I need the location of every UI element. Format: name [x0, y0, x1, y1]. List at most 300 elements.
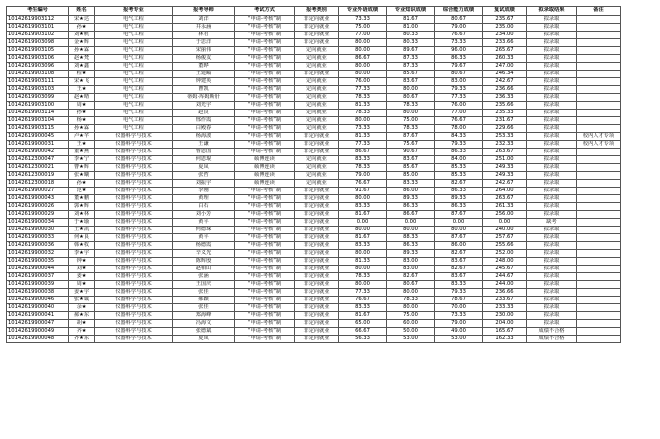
cell-remark [577, 164, 621, 172]
cell-result: 拟录取 [527, 257, 577, 265]
cell-retest-score: 248.00 [483, 257, 527, 265]
cell-category: 非定向就业 [295, 39, 339, 47]
cell-category: 定向就业 [295, 54, 339, 62]
cell-supervisor: 蒂姆·库姆斯肝 [173, 93, 235, 101]
cell-name: 姜★宇 [69, 288, 95, 296]
cell-exam-method: “申请-考核”制 [235, 312, 295, 320]
cell-candidate-id: 10142619900031 [7, 140, 69, 148]
table-row [7, 304, 621, 312]
cell-supervisor: 宋丽伟 [173, 47, 235, 55]
cell-candidate-id: 10142612300018 [7, 179, 69, 187]
cell-category: 非定向就业 [295, 288, 339, 296]
table-row [7, 78, 621, 86]
cell-knowledge-score: 85.00 [387, 171, 435, 179]
cell-category: 定向就业 [295, 156, 339, 164]
cell-supervisor: 白殿春 [173, 125, 235, 133]
cell-name: 刘★帆 [69, 31, 95, 39]
cell-exam-method: “申请-考核”制 [235, 296, 295, 304]
cell-retest-score: 233.66 [483, 39, 527, 47]
cell-major: 仪器科学与技术 [95, 296, 173, 304]
cell-foreign-language-score: 77.33 [339, 140, 387, 148]
table-row [7, 327, 621, 335]
cell-result: 拟录取 [527, 148, 577, 156]
cell-knowledge-score: 80.67 [387, 93, 435, 101]
cell-supervisor: 辛义光 [173, 249, 235, 257]
cell-comprehensive-score: 86.00 [435, 242, 483, 250]
column-header-result: 拟录取结果 [527, 7, 577, 16]
cell-category: 非定向就业 [295, 132, 339, 140]
cell-result: 拟录取 [527, 117, 577, 125]
cell-category: 非定向就业 [295, 23, 339, 31]
cell-retest-score: 229.66 [483, 125, 527, 133]
cell-knowledge-score: 78.33 [387, 296, 435, 304]
cell-category: 非定向就业 [295, 195, 339, 203]
cell-knowledge-score: 80.00 [387, 304, 435, 312]
cell-category: 非定向就业 [295, 242, 339, 250]
cell-supervisor: 黄平 [173, 218, 235, 226]
cell-retest-score: 260.33 [483, 54, 527, 62]
cell-category: 非定向就业 [295, 304, 339, 312]
table-row [7, 218, 621, 226]
cell-foreign-language-score: 78.33 [339, 109, 387, 117]
table-row [7, 210, 621, 218]
cell-result: 拟录取 [527, 203, 577, 211]
cell-major: 仪器科学与技术 [95, 140, 173, 148]
cell-comprehensive-score: 85.33 [435, 164, 483, 172]
column-header-comprehensive-score: 综合能力成绩 [435, 7, 483, 16]
cell-foreign-language-score: 80.00 [339, 226, 387, 234]
cell-candidate-id: 10142619900037 [7, 273, 69, 281]
cell-category: 非定向就业 [295, 281, 339, 289]
cell-name: 郭★辉 [69, 203, 95, 211]
cell-foreign-language-score: 76.00 [339, 78, 387, 86]
cell-comprehensive-score: 85.33 [435, 171, 483, 179]
cell-candidate-id: 10142619903103 [7, 86, 69, 94]
cell-name: 郝★东 [69, 312, 95, 320]
cell-knowledge-score: 80.67 [387, 281, 435, 289]
cell-name: 齐★ [69, 327, 95, 335]
cell-result: 拟录取 [527, 47, 577, 55]
cell-remark [577, 312, 621, 320]
cell-exam-method: “申请-考核”制 [235, 335, 295, 343]
cell-result: 拟录取 [527, 273, 577, 281]
cell-supervisor: 黄理 [173, 195, 235, 203]
cell-retest-score: 235.00 [483, 23, 527, 31]
cell-exam-method: “申请-考核”制 [235, 93, 295, 101]
cell-exam-method: “申请-考核”制 [235, 70, 295, 78]
cell-knowledge-score: 80.33 [387, 39, 435, 47]
cell-knowledge-score: 75.67 [387, 140, 435, 148]
column-header-knowledge-score: 专业知识成绩 [387, 7, 435, 16]
cell-retest-score: 247.00 [483, 62, 527, 70]
cell-category: 非定向就业 [295, 296, 339, 304]
cell-remark: 校内人才专项 [577, 140, 621, 148]
cell-major: 电气工程 [95, 31, 173, 39]
cell-retest-score: 234.00 [483, 31, 527, 39]
cell-exam-method: “申请-考核”制 [235, 148, 295, 156]
cell-remark [577, 109, 621, 117]
cell-category: 非定向就业 [295, 70, 339, 78]
cell-remark [577, 281, 621, 289]
cell-exam-method: “申请-考核”制 [235, 242, 295, 250]
cell-result: 拟录取 [527, 164, 577, 172]
cell-foreign-language-score: 81.33 [339, 101, 387, 109]
cell-comprehensive-score: 96.00 [435, 47, 483, 55]
cell-knowledge-score: 78.33 [387, 101, 435, 109]
column-header-remark: 备注 [577, 7, 621, 16]
cell-category: 非定向就业 [295, 187, 339, 195]
cell-knowledge-score: 88.33 [387, 234, 435, 242]
cell-foreign-language-score: 86.67 [339, 54, 387, 62]
cell-retest-score: 244.67 [483, 273, 527, 281]
cell-candidate-id: 10142619900038 [7, 288, 69, 296]
cell-major: 电气工程 [95, 117, 173, 125]
cell-result: 拟录取 [527, 171, 577, 179]
cell-result: 缺考 [527, 218, 577, 226]
cell-foreign-language-score: 81.67 [339, 234, 387, 242]
cell-remark [577, 210, 621, 218]
cell-foreign-language-score: 80.00 [339, 47, 387, 55]
cell-category: 定向就业 [295, 171, 339, 179]
cell-foreign-language-score: 83.33 [339, 203, 387, 211]
cell-supervisor: 井永涵 [173, 23, 235, 31]
cell-major: 电气工程 [95, 39, 173, 47]
cell-foreign-language-score: 83.33 [339, 156, 387, 164]
cell-knowledge-score: 81.67 [387, 16, 435, 24]
cell-candidate-id: 10142619903111 [7, 78, 69, 86]
cell-knowledge-score: 85.67 [387, 70, 435, 78]
cell-remark [577, 86, 621, 94]
cell-result: 成绩不合格 [527, 335, 577, 343]
cell-name: 程★ [69, 70, 95, 78]
cell-candidate-id: 10142619900027 [7, 187, 69, 195]
cell-major: 电气工程 [95, 70, 173, 78]
cell-foreign-language-score: 83.33 [339, 242, 387, 250]
cell-major: 仪器科学与技术 [95, 281, 173, 289]
cell-comprehensive-score: 84.33 [435, 132, 483, 140]
cell-name: 宋★达 [69, 16, 95, 24]
cell-retest-score: 233.33 [483, 304, 527, 312]
cell-remark [577, 203, 621, 211]
cell-retest-score: 263.67 [483, 195, 527, 203]
cell-knowledge-score: 89.33 [387, 249, 435, 257]
cell-knowledge-score: 83.67 [387, 156, 435, 164]
cell-major: 仪器科学与技术 [95, 249, 173, 257]
cell-remark [577, 47, 621, 55]
table-row [7, 109, 621, 117]
table-row [7, 156, 621, 164]
cell-remark [577, 288, 621, 296]
cell-name: 董★燕 [69, 148, 95, 156]
table-row [7, 148, 621, 156]
column-header-supervisor: 报考导师 [173, 7, 235, 16]
cell-exam-method: “申请-考核”制 [235, 125, 295, 133]
cell-foreign-language-score: 75.00 [339, 23, 387, 31]
cell-foreign-language-score: 78.33 [339, 93, 387, 101]
cell-result: 拟录取 [527, 132, 577, 140]
cell-result: 拟录取 [527, 125, 577, 133]
cell-knowledge-score: 86.00 [387, 187, 435, 195]
table-row [7, 101, 621, 109]
cell-retest-score: 235.66 [483, 101, 527, 109]
cell-exam-method: “申请-考核”制 [235, 31, 295, 39]
cell-name: 李★宁 [69, 156, 95, 164]
cell-foreign-language-score: 91.67 [339, 187, 387, 195]
table-row [7, 117, 621, 125]
table-row [7, 86, 621, 94]
cell-remark [577, 226, 621, 234]
cell-candidate-id: 10142619903105 [7, 47, 69, 55]
cell-remark [577, 195, 621, 203]
cell-exam-method: “申请-考核”制 [235, 320, 295, 328]
cell-major: 仪器科学与技术 [95, 187, 173, 195]
cell-candidate-id: 10142612300047 [7, 156, 69, 164]
cell-comprehensive-score: 83.33 [435, 281, 483, 289]
cell-category: 非定向就业 [295, 327, 339, 335]
cell-supervisor: 赵相山 [173, 265, 235, 273]
cell-candidate-id: 10142619900036 [7, 242, 69, 250]
cell-result: 拟录取 [527, 109, 577, 117]
cell-category: 定向就业 [295, 86, 339, 94]
cell-candidate-id: 10142619900046 [7, 296, 69, 304]
cell-candidate-id: 10142619900043 [7, 195, 69, 203]
cell-foreign-language-score: 81.33 [339, 132, 387, 140]
cell-exam-method: “申请-考核”制 [235, 288, 295, 296]
table-row [7, 296, 621, 304]
cell-comprehensive-score: 73.33 [435, 312, 483, 320]
cell-major: 仪器科学与技术 [95, 171, 173, 179]
cell-result: 拟录取 [527, 86, 577, 94]
cell-comprehensive-score: 89.33 [435, 195, 483, 203]
cell-name: 曹★辉 [69, 164, 95, 172]
cell-name: 卢★芊 [69, 132, 95, 140]
cell-result: 成绩不合格 [527, 327, 577, 335]
column-header-foreign-language-score: 专业外语成绩 [339, 7, 387, 16]
cell-result: 拟录取 [527, 156, 577, 164]
cell-category: 非定向就业 [295, 210, 339, 218]
cell-exam-method: “申请-考核”制 [235, 101, 295, 109]
cell-major: 电气工程 [95, 125, 173, 133]
cell-exam-method: “申请-考核”制 [235, 218, 295, 226]
cell-retest-score: 252.00 [483, 249, 527, 257]
cell-supervisor: 董晔 [173, 62, 235, 70]
cell-major: 电气工程 [95, 62, 173, 70]
cell-comprehensive-score: 79.33 [435, 140, 483, 148]
cell-retest-score: 230.00 [483, 312, 527, 320]
cell-remark [577, 101, 621, 109]
cell-foreign-language-score: 76.67 [339, 179, 387, 187]
cell-comprehensive-score: 79.67 [435, 62, 483, 70]
cell-exam-method: “申请-考核”制 [235, 117, 295, 125]
cell-retest-score: 162.33 [483, 335, 527, 343]
cell-remark [577, 257, 621, 265]
table-row [7, 31, 621, 39]
cell-major: 仪器科学与技术 [95, 179, 173, 187]
cell-candidate-id: 10142619903108 [7, 70, 69, 78]
cell-comprehensive-score: 83.67 [435, 273, 483, 281]
cell-exam-method: “申请-考核”制 [235, 187, 295, 195]
table-row [7, 249, 621, 257]
cell-major: 电气工程 [95, 47, 173, 55]
cell-category: 定向就业 [295, 78, 339, 86]
cell-exam-method: “申请-考核”制 [235, 234, 295, 242]
cell-supervisor: 张哲 [173, 171, 235, 179]
cell-exam-method: “申请-考核”制 [235, 195, 295, 203]
cell-exam-method: “申请-考核”制 [235, 78, 295, 86]
cell-name: 刘★鑫 [69, 62, 95, 70]
cell-knowledge-score: 75.00 [387, 117, 435, 125]
cell-retest-score: 235.67 [483, 16, 527, 24]
cell-supervisor: 刘小芳 [173, 210, 235, 218]
cell-foreign-language-score: 83.33 [339, 304, 387, 312]
cell-supervisor: 陈辉殷 [173, 257, 235, 265]
cell-exam-method: “申请-考核”制 [235, 257, 295, 265]
cell-retest-score: 235.33 [483, 109, 527, 117]
cell-name: 姜★ [69, 273, 95, 281]
cell-major: 仪器科学与技术 [95, 132, 173, 140]
cell-knowledge-score: 86.33 [387, 203, 435, 211]
cell-result: 拟录取 [527, 234, 577, 242]
cell-foreign-language-score: 78.33 [339, 164, 387, 172]
cell-name: 刘★林 [69, 210, 95, 218]
cell-candidate-id: 10142619900032 [7, 249, 69, 257]
cell-candidate-id: 10142619900026 [7, 203, 69, 211]
cell-remark [577, 249, 621, 257]
cell-major: 电气工程 [95, 23, 173, 31]
cell-foreign-language-score: 56.33 [339, 335, 387, 343]
cell-comprehensive-score: 78.67 [435, 296, 483, 304]
cell-name: 钟★ [69, 257, 95, 265]
cell-name: 赵★晴 [69, 93, 95, 101]
cell-foreign-language-score: 80.00 [339, 70, 387, 78]
cell-major: 仪器科学与技术 [95, 195, 173, 203]
cell-major: 电气工程 [95, 86, 173, 94]
cell-candidate-id: 10142619903115 [7, 125, 69, 133]
cell-remark [577, 171, 621, 179]
cell-comprehensive-score: 77.00 [435, 109, 483, 117]
cell-result: 拟录取 [527, 320, 577, 328]
cell-major: 仪器科学与技术 [95, 288, 173, 296]
cell-knowledge-score: 83.00 [387, 265, 435, 273]
cell-supervisor: 曹恩国 [173, 148, 235, 156]
cell-result: 拟录取 [527, 78, 577, 86]
cell-major: 仪器科学与技术 [95, 257, 173, 265]
cell-major: 仪器科学与技术 [95, 304, 173, 312]
cell-exam-method: 硕博连读 [235, 179, 295, 187]
cell-knowledge-score: 83.00 [387, 257, 435, 265]
cell-result: 拟录取 [527, 16, 577, 24]
cell-category: 定向就业 [295, 93, 339, 101]
cell-category: 定向就业 [295, 179, 339, 187]
cell-foreign-language-score: 81.33 [339, 257, 387, 265]
cell-candidate-id: 10142619900040 [7, 304, 69, 312]
cell-category: 定向就业 [295, 47, 339, 55]
cell-supervisor: 郝颖 [173, 296, 235, 304]
cell-result: 拟录取 [527, 101, 577, 109]
cell-candidate-id: 10142619903100 [7, 101, 69, 109]
cell-supervisor: 李刚 [173, 187, 235, 195]
cell-retest-score: 236.66 [483, 288, 527, 296]
cell-result: 拟录取 [527, 62, 577, 70]
cell-comprehensive-score: 79.33 [435, 288, 483, 296]
cell-name: 李★宇 [69, 249, 95, 257]
cell-major: 仪器科学与技术 [95, 148, 173, 156]
admission-table [6, 6, 621, 343]
cell-knowledge-score: 89.33 [387, 195, 435, 203]
cell-name: 金★辉 [69, 39, 95, 47]
cell-name: 刘★ [69, 265, 95, 273]
cell-major: 仪器科学与技术 [95, 226, 173, 234]
cell-supervisor: 王国庆 [173, 281, 235, 289]
cell-exam-method: “申请-考核”制 [235, 39, 295, 47]
cell-knowledge-score: 83.67 [387, 78, 435, 86]
table-body [7, 16, 621, 343]
cell-candidate-id: 10142619903112 [7, 16, 69, 24]
cell-retest-score: 265.67 [483, 47, 527, 55]
cell-supervisor: 何德琛 [173, 226, 235, 234]
cell-comprehensive-score: 87.67 [435, 234, 483, 242]
cell-foreign-language-score: 78.33 [339, 273, 387, 281]
cell-candidate-id: 10142619900039 [7, 281, 69, 289]
cell-candidate-id: 10142619900033 [7, 234, 69, 242]
table-row [7, 288, 621, 296]
cell-retest-score: 246.34 [483, 70, 527, 78]
cell-comprehensive-score: 87.67 [435, 210, 483, 218]
table-row [7, 335, 621, 343]
cell-knowledge-score: 80.00 [387, 86, 435, 94]
cell-exam-method: “申请-考核”制 [235, 54, 295, 62]
cell-retest-score: 236.66 [483, 86, 527, 94]
table-row [7, 195, 621, 203]
cell-foreign-language-score: 86.67 [339, 148, 387, 156]
table-row [7, 140, 621, 148]
cell-name: 赵★梵 [69, 54, 95, 62]
cell-foreign-language-score: 77.00 [339, 31, 387, 39]
cell-retest-score: 236.33 [483, 93, 527, 101]
table-row [7, 281, 621, 289]
cell-name: 胡★ [69, 320, 95, 328]
cell-category: 非定向就业 [295, 234, 339, 242]
cell-category: 非定向就业 [295, 265, 339, 273]
cell-exam-method: “申请-考核”制 [235, 47, 295, 55]
cell-remark [577, 156, 621, 164]
cell-comprehensive-score: 79.00 [435, 320, 483, 328]
cell-result: 拟录取 [527, 281, 577, 289]
table-row [7, 39, 621, 47]
cell-result: 拟录取 [527, 54, 577, 62]
cell-knowledge-score: 82.67 [387, 273, 435, 281]
cell-result: 拟录取 [527, 187, 577, 195]
cell-name: 孙★霖 [69, 125, 95, 133]
cell-comprehensive-score: 76.67 [435, 117, 483, 125]
cell-exam-method: 硕博连读 [235, 171, 295, 179]
cell-candidate-id: 10142612300019 [7, 171, 69, 179]
cell-retest-score: 257.67 [483, 234, 527, 242]
cell-candidate-id: 10142619900045 [7, 132, 69, 140]
cell-comprehensive-score: 53.00 [435, 335, 483, 343]
table-row [7, 70, 621, 78]
cell-knowledge-score: 78.33 [387, 125, 435, 133]
cell-foreign-language-score: 80.00 [339, 265, 387, 273]
cell-knowledge-score: 75.00 [387, 312, 435, 320]
column-header-retest-score: 复试成绩 [483, 7, 527, 16]
cell-result: 拟录取 [527, 31, 577, 39]
column-header-exam-method: 考试方式 [235, 7, 295, 16]
cell-major: 仪器科学与技术 [95, 312, 173, 320]
cell-supervisor: 张佳 [173, 304, 235, 312]
cell-category: 非定向就业 [295, 273, 339, 281]
cell-candidate-id: 10142619900029 [7, 210, 69, 218]
